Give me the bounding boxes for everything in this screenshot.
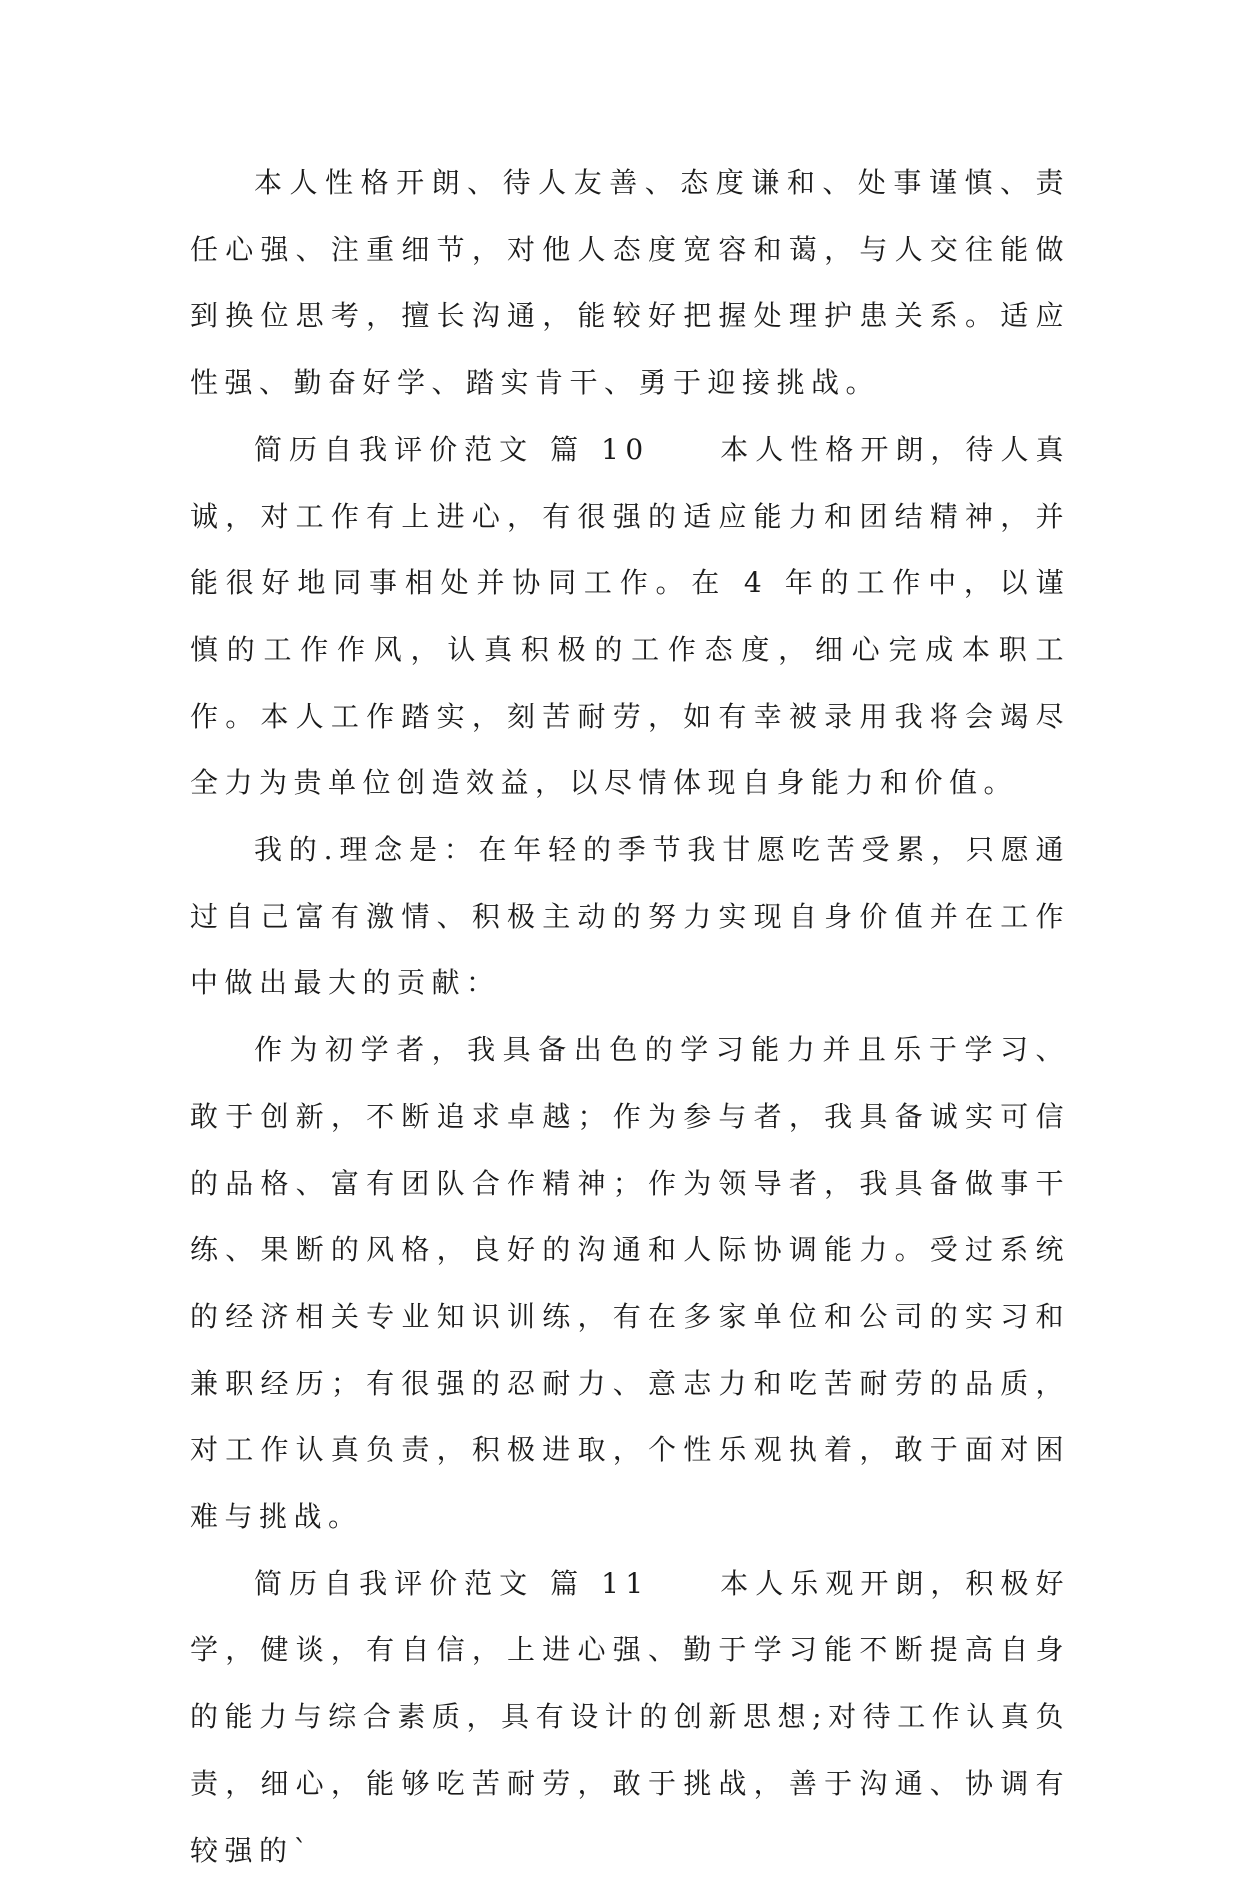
paragraph-philosophy: 我的.理念是：在年轻的季节我甘愿吃苦受累，只愿通过自己富有激情、积极主动的努力实现自身价值并在工作中做出最大的贡献： [190,833,1070,1000]
section-10-heading: 简历自我评价范文 篇 10 [254,432,650,466]
section-11-text: 本人乐观开朗，积极好学，健谈，有自信，上进心强、勤于学习能不断提高自身的能力与综合素质，具有设计的创新思想;对待工作认真负责，细心，能够吃苦耐劳，敢于挑战，善于沟通、协调有较强的` [190,1566,1070,1867]
paragraph-intro: 本人性格开朗、待人友善、态度谦和、处事谨慎、责任心强、注重细节，对他人态度宽容和蔼，与人交往能做到换位思考，擅长沟通，能较好把握处理护患关系。适应性强、勤奋好学、踏实肯干、勇于迎接挑战。 [190,166,1070,400]
section-11 [190,1551,1070,1884]
paragraph-roles: 作为初学者，我具备出色的学习能力并且乐于学习、敢于创新，不断追求卓越；作为参与者，我具备诚实可信的品格、富有团队合作精神；作为领导者，我具备做事干练、果断的风格，良好的沟通和人际协调能力。受过系统的经济相关专业知识训练，有在多家单位和公司的实习和兼职经历；有很强的忍耐力、意志力和吃苦耐劳的品质，对工作认真负责，积极进取，个性乐观执着，敢于面对困难与挑战。 [190,1033,1070,1534]
section-11-heading: 简历自我评价范文 篇 11 [254,1566,650,1600]
document-page [190,150,1070,1884]
section-10-text: 本人性格开朗，待人真诚，对工作有上进心，有很强的适应能力和团结精神，并能很好地同事相处并协同工作。在 4 年的工作中，以谨慎的工作作风，认真积极的工作态度，细心完成本职工作。本人工作踏实，刻苦耐劳，如有幸被录用我将会竭尽全力为贵单位创造效益，以尽情体现自身能力和价值。 [190,432,1070,800]
section-10 [190,417,1070,817]
